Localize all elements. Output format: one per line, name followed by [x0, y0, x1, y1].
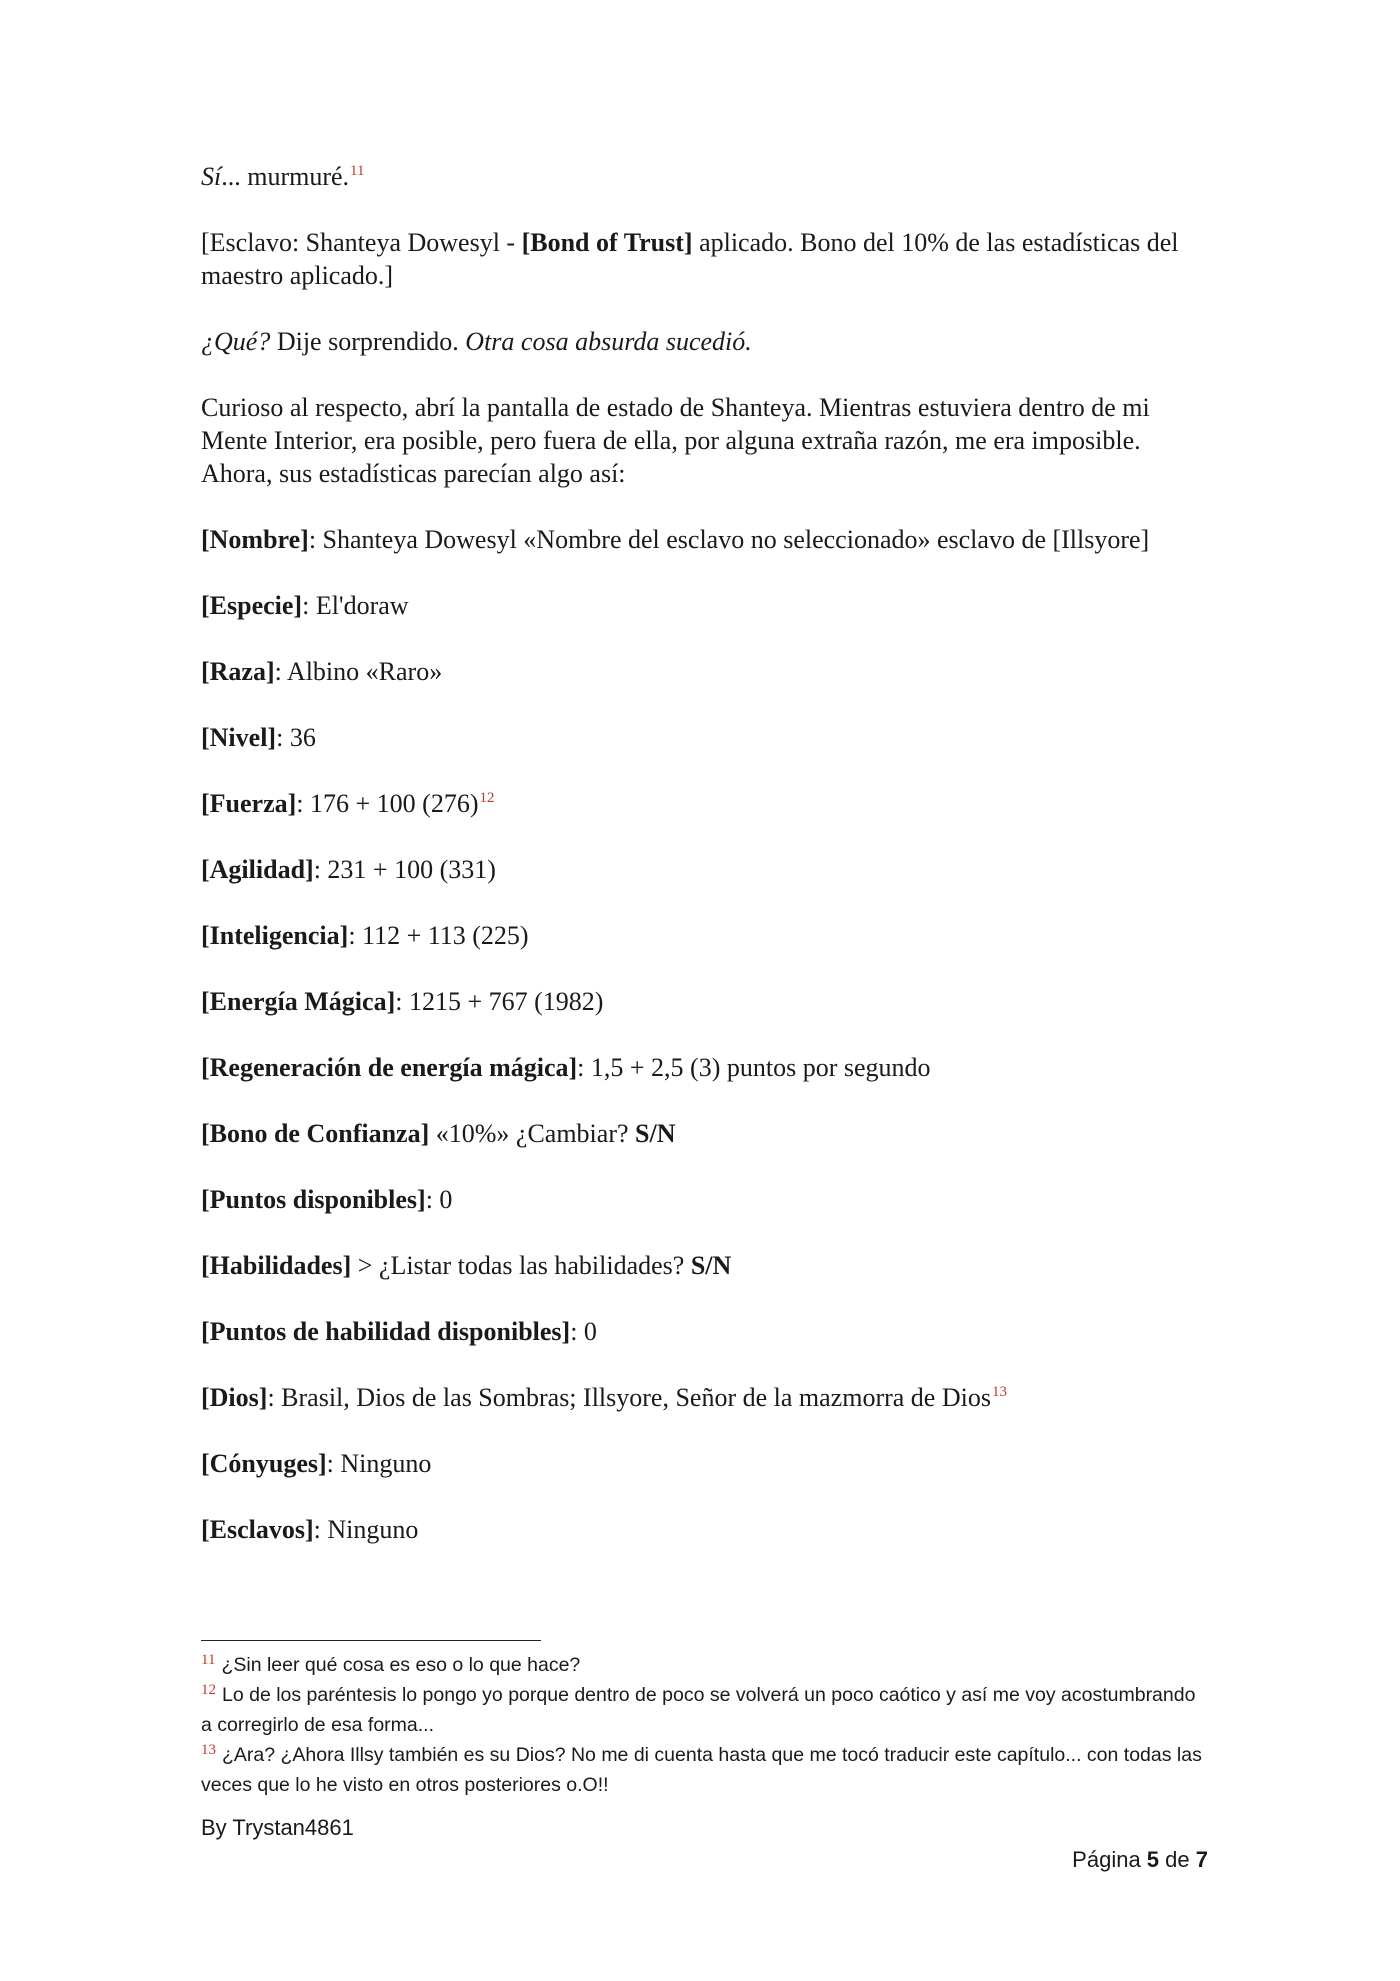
stat-value: > ¿Listar todas las habilidades? [351, 1251, 691, 1280]
stat-label: [Bono de Confianza] [201, 1119, 430, 1148]
stat-value: : 176 + 100 (276) [296, 789, 479, 818]
byline: By Trystan4861 [201, 1815, 354, 1840]
stat-line [201, 787, 1211, 820]
footnote-text: ¿Ara? ¿Ahora Illsy también es su Dios? No me di cuenta hasta que me tocó traducir este capítulo... con todas las veces que lo he visto en otros posteriores o.O!! [201, 1744, 1202, 1796]
stat-value: : 231 + 100 (331) [313, 855, 496, 884]
footnote-number: 12 [201, 1681, 216, 1698]
stat-value: : 0 [570, 1317, 597, 1346]
footnote-ref-11[interactable]: 11 [350, 163, 365, 180]
stat-line [201, 1117, 1211, 1150]
stat-line [201, 1249, 1211, 1282]
stat-label: [Esclavos] [201, 1515, 314, 1544]
stat-value: «10%» ¿Cambiar? [429, 1119, 636, 1148]
stat-label: [Puntos disponibles] [201, 1185, 426, 1214]
paragraph-surprise: ¿Qué? Dije sorprendido. Otra cosa absurda sucedió. [201, 327, 752, 356]
stat-value: : 1215 + 767 (1982) [395, 987, 604, 1016]
stat-value: : 36 [276, 723, 316, 752]
footnote-11 [201, 1650, 1211, 1680]
stat-line [201, 589, 1211, 622]
paragraph-status-screen: Curioso al respecto, abrí la pantalla de estado de Shanteya. Mientras estuviera dentro de mi Mente Interior, era posible, pero fuera de ella, por alguna extraña razón, me era imposible. Ahora, sus estadísticas parecían algo así: [201, 393, 1150, 488]
stat-value: : Ninguno [326, 1449, 432, 1478]
body-text [201, 160, 1211, 1579]
stat-choice: S/N [635, 1119, 676, 1148]
stat-line [201, 655, 1211, 688]
footnote-ref-13[interactable]: 13 [991, 1384, 1007, 1401]
stat-value: : Shanteya Dowesyl «Nombre del esclavo no seleccionado» esclavo de [Illsyore] [308, 525, 1150, 554]
paragraph-murmur: Sí... murmuré.$^{11}$ [201, 162, 365, 191]
stat-value: : Ninguno [313, 1515, 419, 1544]
stat-choice: S/N [690, 1251, 732, 1280]
stat-list [201, 523, 1211, 1546]
stat-label: [Energía Mágica] [201, 987, 396, 1016]
stat-label: [Cónyuges] [201, 1449, 327, 1478]
stat-line [201, 919, 1211, 952]
stat-label: [Nombre] [201, 525, 309, 554]
page-number: Página 5 de 7 [1072, 1847, 1208, 1872]
stat-value: : 0 [425, 1185, 453, 1214]
footnote-ref-12[interactable]: 12 [479, 790, 495, 807]
footnote-divider [201, 1640, 541, 1641]
stat-value: : Albino «Raro» [274, 657, 443, 686]
stat-label: [Regeneración de energía mágica] [201, 1053, 578, 1082]
stat-line [201, 1051, 1211, 1084]
stat-label: [Agilidad] [201, 855, 314, 884]
stat-label: [Especie] [201, 591, 303, 620]
stat-value: : 1,5 + 2,5 (3) puntos por segundo [577, 1053, 931, 1082]
stat-line [201, 985, 1211, 1018]
stat-value: : Brasil, Dios de las Sombras; Illsyore, Señor de la mazmorra de Dios [267, 1383, 991, 1412]
paragraph-slave-notice: [Esclavo: Shanteya Dowesyl - [Bond of Trust] aplicado. Bono del 10% de las estadísticas del maestro aplicado.] [201, 228, 1179, 290]
stat-label: [Habilidades] [201, 1251, 352, 1280]
footnote-13 [201, 1740, 1211, 1800]
stat-value: : El'doraw [302, 591, 409, 620]
stat-line [201, 1183, 1211, 1216]
stat-label: [Puntos de habilidad disponibles] [201, 1317, 571, 1346]
stat-line [201, 1513, 1211, 1546]
stat-line [201, 1315, 1211, 1348]
stat-label: [Inteligencia] [201, 921, 349, 950]
stat-line [201, 1447, 1211, 1480]
stat-line [201, 1381, 1211, 1414]
footnote-number: 13 [201, 1741, 216, 1758]
stat-value: : 112 + 113 (225) [348, 921, 529, 950]
footnote-text: Lo de los paréntesis lo pongo yo porque dentro de poco se volverá un poco caótico y así me voy acostumbrando a corregirlo de esa forma... [201, 1684, 1196, 1736]
footnote-number: 11 [201, 1651, 216, 1668]
stat-line [201, 523, 1211, 556]
stat-label: [Fuerza] [201, 789, 297, 818]
footnotes [201, 1650, 1211, 1800]
stat-label: [Dios] [201, 1383, 268, 1412]
stat-line [201, 853, 1211, 886]
footnote-12 [201, 1680, 1211, 1740]
stat-label: [Raza] [201, 657, 275, 686]
footnote-text: ¿Sin leer qué cosa es eso o lo que hace? [221, 1654, 581, 1676]
stat-line [201, 721, 1211, 754]
stat-label: [Nivel] [201, 723, 277, 752]
